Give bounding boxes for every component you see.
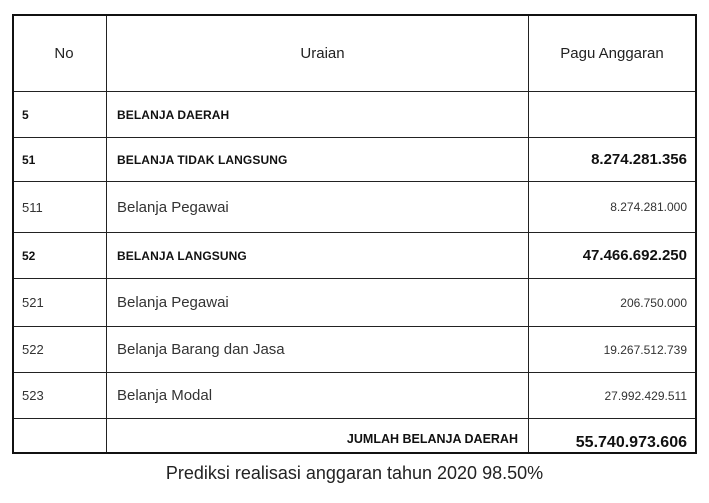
total-label: JUMLAH BELANJA DAERAH bbox=[346, 432, 518, 446]
table-header-row bbox=[14, 16, 695, 92]
table-row bbox=[14, 92, 695, 138]
prediction-caption: Prediksi realisasi anggaran tahun 2020 98.50% bbox=[165, 463, 544, 483]
table-row bbox=[14, 233, 695, 279]
row-uraian: Belanja Pegawai bbox=[117, 294, 229, 311]
row-uraian: Belanja Barang dan Jasa bbox=[117, 341, 285, 358]
row-uraian: Belanja Modal bbox=[117, 387, 213, 404]
budget-table bbox=[12, 14, 697, 454]
row-no: 51 bbox=[22, 152, 36, 167]
row-no: 5 bbox=[22, 107, 29, 122]
row-pagu: 27.992.429.511 bbox=[604, 388, 687, 403]
row-no: 52 bbox=[22, 248, 36, 263]
row-pagu: 19.267.512.739 bbox=[603, 342, 687, 357]
total-value: 55.740.973.606 bbox=[575, 433, 687, 451]
header-uraian-label: Uraian bbox=[300, 45, 345, 62]
header-pagu-label: Pagu Anggaran bbox=[560, 45, 664, 62]
row-pagu: 8.274.281.000 bbox=[610, 200, 687, 214]
row-no: 523 bbox=[22, 388, 44, 403]
table-row bbox=[14, 279, 695, 327]
table-row bbox=[14, 373, 695, 419]
header-no-label: No bbox=[54, 45, 74, 62]
row-pagu: 47.466.692.250 bbox=[582, 247, 687, 264]
row-uraian: Belanja Pegawai bbox=[117, 198, 229, 216]
row-uraian: BELANJA TIDAK LANGSUNG bbox=[117, 152, 288, 167]
header-uraian bbox=[107, 16, 529, 91]
row-pagu: 8.274.281.356 bbox=[591, 151, 687, 168]
row-no: 521 bbox=[22, 295, 44, 310]
table-row bbox=[14, 182, 695, 233]
total-no-cell bbox=[14, 419, 107, 452]
row-pagu: 206.750.000 bbox=[620, 295, 687, 310]
table-total-row bbox=[14, 419, 695, 452]
row-no: 522 bbox=[22, 342, 44, 357]
row-uraian: BELANJA LANGSUNG bbox=[117, 248, 247, 263]
table-row bbox=[14, 138, 695, 182]
total-value-cell bbox=[529, 419, 695, 452]
total-label-cell bbox=[107, 419, 529, 452]
header-pagu bbox=[529, 16, 695, 91]
table-row bbox=[14, 327, 695, 373]
row-uraian: BELANJA DAERAH bbox=[117, 107, 230, 122]
row-no: 511 bbox=[22, 199, 43, 215]
header-no bbox=[14, 16, 107, 91]
